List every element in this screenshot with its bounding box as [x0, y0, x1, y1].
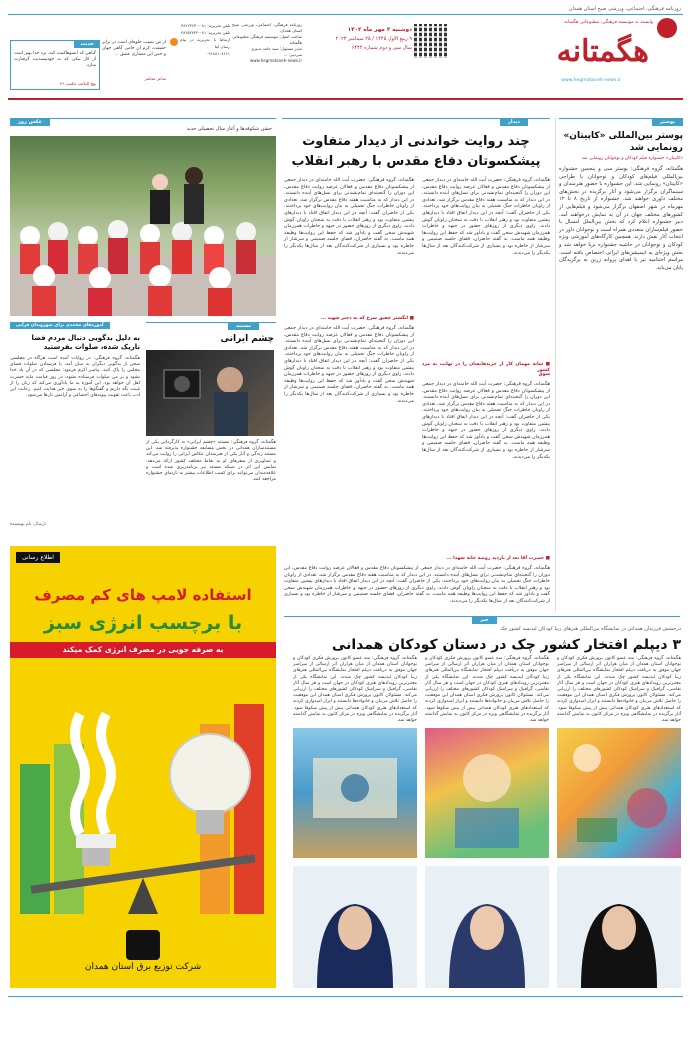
didar-body-col-1b: هگمتانه، گروه فرهنگی: حضرت آیت الله خامنه‌ای در دیدار جمعی از پیشکسوتان دفاع مقدس و فعالان عرصه روایت دفاع مقدس، این دوران را گنجینه‌ای تمام‌نشدنی برای نسل‌های آینده دانستند. در این دیدار که به مناسبت هفته دفاع مقدس برگزار شد، تعدادی از راویان خاطرات جنگ تحمیلی به بیان روایت‌های خود پرداختند. یکی از حاضران گفت: آنچه در این دیدار اتفاق افتاد با دیدارهای پیشین متفاوت بود و رهبر انقلاب با دقت به سخنان راویان گوش دادند. راوی دیگری از روزهای حضور در جبهه و خاطرات همرزمان شهیدش سخن گفت و یادآور شد که حفظ این روایت‌ها وظیفه همه ماست. به گفته حاضران، فضای جلسه صمیمی و سرشار از خاطره بود و بسیاری از شرکت‌کنندگان بعد از سال‌ها یکدیگر را می‌دیدند.	[422, 382, 550, 460]
quote-box	[102, 40, 166, 88]
artwork-3	[293, 728, 417, 858]
hadith-source: نهج البلاغه، حکمت ۴۶	[59, 80, 96, 86]
qr-code-overlay	[414, 24, 448, 58]
film-rule	[146, 322, 276, 323]
artwork-1	[557, 728, 681, 858]
issue-hijri: ۹ ربیع الاول ۱۴۴۵ / ۲۵ سپتامبر ۲۰۲۳	[335, 36, 412, 42]
logo-emblem	[657, 18, 677, 38]
cfl-bulb	[75, 714, 116, 866]
film-headline: چشم ایرانی	[220, 334, 274, 344]
hadith-box	[10, 40, 100, 90]
section-label-didar: دیدار	[500, 118, 528, 126]
news-rule	[284, 616, 680, 617]
poster-subhead: «کاپیتان» جشنواره فیلم کودکان و نوجوانان رونمایی شد	[581, 156, 683, 161]
publisher-line: www.hegmataneh-news.ir	[250, 58, 302, 63]
publisher-line: مدیر مسئول: سید حامد تدبیری	[250, 46, 302, 51]
quote-text: از من نصیب جلوه‌ای است در برابر حقیقت، کرم ان حامی گاهی جهان و حس این معماری عشق ...	[102, 40, 166, 58]
masthead-bottom-rule	[8, 98, 683, 100]
film-poster	[146, 350, 274, 436]
section-label-photo: عکس روز	[10, 118, 50, 126]
page-bottom-rule	[8, 996, 683, 997]
contact-line: ارتباط با تحریریه در پیام رسان ایتا	[180, 37, 230, 49]
masthead-title: هگمتانه	[556, 34, 649, 69]
publisher-line: روزنامه فرهنگی، اجتماعی، ورزشی صبح استان همدان	[232, 22, 302, 33]
issue-date: دوشنبه ۳ مهر ماه ۱۴۰۲	[347, 27, 412, 33]
portrait-2	[425, 866, 549, 988]
news-kicker: درخشش فرزندان همدانی در نمایشگاه بین‌المللی هنرهای زیبا کودکان لیدیسه کشور چک	[499, 626, 681, 632]
section-label-poster: پوستر	[652, 118, 683, 126]
publisher-block	[232, 22, 302, 64]
top-tagline: روزنامه فرهنگی، اجتماعی، ورزشی صبح استان همدان	[568, 6, 681, 12]
publisher-line: سردبیر: ...	[283, 52, 302, 57]
quran-body: هگمتانه، گروه فرهنگی: در روایات آمده است هرگاه در مجلسی سخن از بدگویی دیگران به میان آمد، با فرستادن صلوات فضای مجلس را پاک کنید. پیامبر اکرم فرمود: مجلسی که در آن یاد خدا نشود و بر من صلوات فرستاده نشود، در روز قیامت مایه حسرت اهل آن خواهد بود. این آموزه به ما یادآوری می‌کند که زبان را از غیبت نگه داریم و گفتگوها را به سوی خیر هدایت کنیم. رعایت این ادب باعث تقویت پیوندهای اجتماعی و آرامش دل‌ها می‌شود.	[10, 356, 140, 399]
section-label-quran: آموزه‌های محمدی برای شهروندان قرآنی	[10, 322, 110, 329]
ad-line-2: با برچسب انرژی سبز	[43, 612, 243, 634]
issue-number: سال سی و دوم شماره ۶۴۴۴	[351, 45, 412, 51]
contact-line: تلفن تحریریه: ۰۸۱-۳۸۲۵۲۷۴۲	[181, 30, 230, 35]
site-url[interactable]: www.hegmataneh-news.ir	[561, 78, 621, 83]
publisher-line: صاحب امتیاز: موسسه فرهنگی مطبوعاتی هگمتانه	[232, 34, 302, 45]
didar-headline-1: چند روایت خواندنی از دیدار متفاوت	[302, 134, 530, 149]
company-logo	[126, 930, 160, 960]
top-rule	[8, 14, 683, 15]
messenger-icon	[170, 38, 178, 46]
poster-rule	[559, 118, 683, 119]
hadith-text: گناهی که انسوهاکننت کند، نزد خدا بهتر است از کار نیکی که به خودپسندیت گرفتارت سازد.	[14, 51, 96, 69]
quran-headline: به دلیل بدگویی دنبال مردم فضا تاریک شده، صلوات بفرستید	[31, 334, 140, 352]
ad-line-1: استفاده لامپ های کم مصرف	[34, 586, 252, 604]
didar-body-end: هگمتانه، گروه فرهنگی: حضرت آیت الله خامنه‌ای در دیدار جمعی از پیشکسوتان دفاع مقدس و فعالان عرصه روایت دفاع مقدس، این دوران را گنجینه‌ای تمام‌نشدنی برای نسل‌های آینده دانستند. در این دیدار که به مناسبت هفته دفاع مقدس برگزار شد، تعدادی از راویان خاطرات جنگ تحمیلی به بیان روایت‌های خود پرداختند. یکی از حاضران گفت: آنچه در این دیدار اتفاق افتاد با دیدارهای پیشین متفاوت بود و رهبر انقلاب با دقت به سخنان راویان گوش دادند. راوی دیگری از روزهای حضور در جبهه و خاطرات همرزمان شهیدش سخن گفت و یادآور شد که حفظ این روایت‌ها وظیفه همه ماست. به گفته حاضران، فضای جلسه صمیمی و سرشار از خاطره بود و بسیاری از شرکت‌کنندگان بعد از سال‌ها یکدیگر را می‌دیدند.	[284, 566, 550, 604]
artwork-2	[425, 728, 549, 858]
photo-caption: جشن شکوفه‌ها و آغاز سال تحصیلی جدید	[186, 126, 272, 132]
didar-bullet-3: ■ حضرت آقا بعد از بازدید روضه خانه شهدا ...	[446, 556, 550, 561]
didar-rule	[282, 118, 550, 119]
poster-headline: پوستر بین‌المللی «کاپیتان» رونمایی شد	[563, 131, 683, 153]
didar-bullet-2: ■ انگشتر عقیق سرخ که به دختر شهید ...	[320, 316, 414, 321]
portrait-1	[557, 866, 681, 988]
news-body-col-1: هگمتانه، گروه فرهنگی: سه عضو کانون پرورش فکری کودکان و نوجوانان استان همدان از میان هزاران اثر ارسالی از سراسر جهان موفق به دریافت دیپلم افتخار نمایشگاه بین‌المللی هنرهای زیبا کودکان لیدیسه کشور چک شدند. این نمایشگاه یکی از معتبرترین رویدادهای هنری کودکان در جهان است و هر سال آثار نقاشی، گرافیک و سرامیک کودکان کشورهای مختلف را ارزیابی می‌کند. مسئولان کانون پرورش فکری استان همدان این موفقیت را حاصل تلاش مربیان و خانواده‌ها دانستند و ابراز امیدواری کردند که استعدادهای هنری کودکان همدانی بیش از پیش شکوفا شود. آثار برگزیده در نمایشگاهی ویژه در مرکز کانون به نمایش گذاشته خواهد شد.	[557, 656, 681, 724]
contact-block	[170, 22, 230, 57]
hadith-label: حدیث	[74, 40, 100, 48]
children-group	[10, 167, 276, 316]
section-label-film: مستند	[228, 322, 259, 330]
ad-tag: اطلاع رسانی	[16, 552, 60, 563]
poster-col-divider	[555, 118, 556, 612]
portrait-3	[293, 866, 417, 988]
didar-body-col-1: هگمتانه، گروه فرهنگی: حضرت آیت الله خامنه‌ای در دیدار جمعی از پیشکسوتان دفاع مقدس و فعالان عرصه روایت دفاع مقدس، این دوران را گنجینه‌ای تمام‌نشدنی برای نسل‌های آینده دانستند. در این دیدار که به مناسبت هفته دفاع مقدس برگزار شد، تعدادی از راویان خاطرات جنگ تحمیلی به بیان روایت‌های خود پرداختند. یکی از حاضران گفت: آنچه در این دیدار اتفاق افتاد با دیدارهای پیشین متفاوت بود و رهبر انقلاب با دقت به سخنان راویان گوش دادند. راوی دیگری از روزهای حضور در جبهه و خاطرات همرزمان شهیدش سخن گفت و یادآور شد که حفظ این روایت‌ها وظیفه همه ماست. به گفته حاضران، فضای جلسه صمیمی و سرشار از خاطره بود و بسیاری از شرکت‌کنندگان بعد از سال‌ها یکدیگر را می‌دیدند.	[422, 178, 550, 256]
film-body: هگمتانه، گروه فرهنگی: مستند «چشم ایرانی» به کارگردانی یکی از مستندسازان همدانی در بخش مسابقه جشنواره پذیرفته شد. این مستند زندگی و آثار یکی از هنرمندان عکاس ایرانی را روایت می‌کند و تصاویری از سفرهای او به نقاط مختلف کشور ارائه می‌دهد. نمایش این اثر در شبکه مستند نیز برنامه‌ریزی شده است و علاقه‌مندان می‌توانند برای کسب اطلاعات بیشتر به تارنمای جشنواره مراجعه کنند.	[146, 440, 276, 483]
ad-line-3: به صرفه جویی در مصرف انرژی کمک میکند	[62, 645, 224, 654]
didar-headline-2: پیشکسوتان دفاع مقدس با رهبر انقلاب	[291, 154, 541, 169]
didar-section-1: شوق	[538, 372, 550, 377]
didar-body-col-2: هگمتانه، گروه فرهنگی: حضرت آیت الله خامنه‌ای در دیدار جمعی از پیشکسوتان دفاع مقدس و فعالان عرصه روایت دفاع مقدس، این دوران را گنجینه‌ای تمام‌نشدنی برای نسل‌های آینده دانستند. در این دیدار که به مناسبت هفته دفاع مقدس برگزار شد، تعدادی از راویان خاطرات جنگ تحمیلی به بیان روایت‌های خود پرداختند. یکی از حاضران گفت: آنچه در این دیدار اتفاق افتاد با دیدارهای پیشین متفاوت بود و رهبر انقلاب با دقت به سخنان راویان گوش دادند. راوی دیگری از روزهای حضور در جبهه و خاطرات همرزمان شهیدش سخن گفت و یادآور شد که حفظ این روایت‌ها وظیفه همه ماست. به گفته حاضران، فضای جلسه صمیمی و سرشار از خاطره بود و بسیاری از شرکت‌کنندگان بعد از سال‌ها یکدیگر را می‌دیدند.	[284, 178, 414, 256]
news-body-col-3: هگمتانه، گروه فرهنگی: سه عضو کانون پرورش فکری کودکان و نوجوانان استان همدان از میان هزاران اثر ارسالی از سراسر جهان موفق به دریافت دیپلم افتخار نمایشگاه بین‌المللی هنرهای زیبا کودکان لیدیسه کشور چک شدند. این نمایشگاه یکی از معتبرترین رویدادهای هنری کودکان در جهان است و هر سال آثار نقاشی، گرافیک و سرامیک کودکان کشورهای مختلف را ارزیابی می‌کند. مسئولان کانون پرورش فکری استان همدان این موفقیت را حاصل تلاش مربیان و خانواده‌ها دانستند و ابراز امیدواری کردند که استعدادهای هنری کودکان همدانی بیش از پیش شکوفا شود. آثار برگزیده در نمایشگاهی ویژه در مرکز کانون به نمایش گذاشته خواهد شد.	[293, 656, 417, 724]
contact-line: ۰۹۱۸۸۱۰۸۶۶۱	[206, 51, 230, 56]
poster-body: هگمتانه، گروه فرهنگی: پوستر سی و پنجمین جشنواره بین‌المللی فیلم‌های کودکان و نوجوانان با طراحی «کاپیتان» رونمایی شد. این جشنواره با حضور هنرمندان و سینماگران برگزار می‌شود و آثار برگزیده در بخش‌های مختلف داوری خواهند شد. جشنواره از تاریخ ۸ تا ۱۲ مهرماه در شهر اصفهان برگزار می‌شود و فیلم‌هایی از کشورهای مختلف جهان در آن به نمایش درخواهند آمد. دبیر جشنواره اعلام کرد که بخش بین‌الملل امسال با حضور فیلم‌سازان متعددی همراه است و نوجوانان داور در انتخاب آثار نقش دارند. همچنین کارگاه‌های آموزشی ویژه کودکان و نوجوانان در حاشیه جشنواره برپا خواهد شد و بخش ویژه‌ای به انیمیشن‌های ایرانی اختصاص یافته است. مراسم اختتامیه نیز با اهدای پروانه زرین به برگزیدگان پایان می‌یابد.	[559, 166, 683, 271]
quote-source: شاعر معاصر	[144, 76, 166, 81]
contact-line: تلفن تحریریه: ۰۸۱-۳۸۲۶۳۶۳۰	[181, 23, 230, 28]
issue-info	[306, 26, 412, 53]
section-label-news: خبر	[472, 616, 497, 624]
didar-bullet-1: ■ شانه مهمان کار از خریدهایشان را در نهایت به مرد کشور	[422, 362, 550, 374]
photo-rule	[10, 118, 276, 119]
photo-of-day	[10, 136, 276, 316]
logo-caption: وابسته به موسسه فرهنگی، مطبوعاتی هگمتانه	[564, 20, 653, 25]
ad-company: شرکت توزیع برق استان همدان	[84, 962, 202, 972]
news-headline: ۳ دیپلم افتخار کشور چک در دستان کودکان همدانی	[331, 637, 681, 653]
ad-illustration	[10, 664, 276, 924]
energy-ad[interactable]	[10, 546, 276, 988]
didar-body-col-2b: هگمتانه، گروه فرهنگی: حضرت آیت الله خامنه‌ای در دیدار جمعی از پیشکسوتان دفاع مقدس و فعالان عرصه روایت دفاع مقدس، این دوران را گنجینه‌ای تمام‌نشدنی برای نسل‌های آینده دانستند. در این دیدار که به مناسبت هفته دفاع مقدس برگزار شد، تعدادی از راویان خاطرات جنگ تحمیلی به بیان روایت‌های خود پرداختند. یکی از حاضران گفت: آنچه در این دیدار اتفاق افتاد با دیدارهای پیشین متفاوت بود و رهبر انقلاب با دقت به سخنان راویان گوش دادند. راوی دیگری از روزهای حضور در جبهه و خاطرات همرزمان شهیدش سخن گفت و یادآور شد که حفظ این روایت‌ها وظیفه همه ماست. به گفته حاضران، فضای جلسه صمیمی و سرشار از خاطره بود و بسیاری از شرکت‌کنندگان بعد از سال‌ها یکدیگر را می‌دیدند.	[284, 326, 414, 404]
quran-author: ارسال: نام نویسنده	[10, 522, 46, 527]
news-body-col-2: هگمتانه، گروه فرهنگی: سه عضو کانون پرورش فکری کودکان و نوجوانان استان همدان از میان هزاران اثر ارسالی از سراسر جهان موفق به دریافت دیپلم افتخار نمایشگاه بین‌المللی هنرهای زیبا کودکان لیدیسه کشور چک شدند. این نمایشگاه یکی از معتبرترین رویدادهای هنری کودکان در جهان است و هر سال آثار نقاشی، گرافیک و سرامیک کودکان کشورهای مختلف را ارزیابی می‌کند. مسئولان کانون پرورش فکری استان همدان این موفقیت را حاصل تلاش مربیان و خانواده‌ها دانستند و ابراز امیدواری کردند که استعدادهای هنری کودکان همدانی بیش از پیش شکوفا شود. آثار برگزیده در نمایشگاهی ویژه در مرکز کانون به نمایش گذاشته خواهد شد.	[425, 656, 549, 724]
